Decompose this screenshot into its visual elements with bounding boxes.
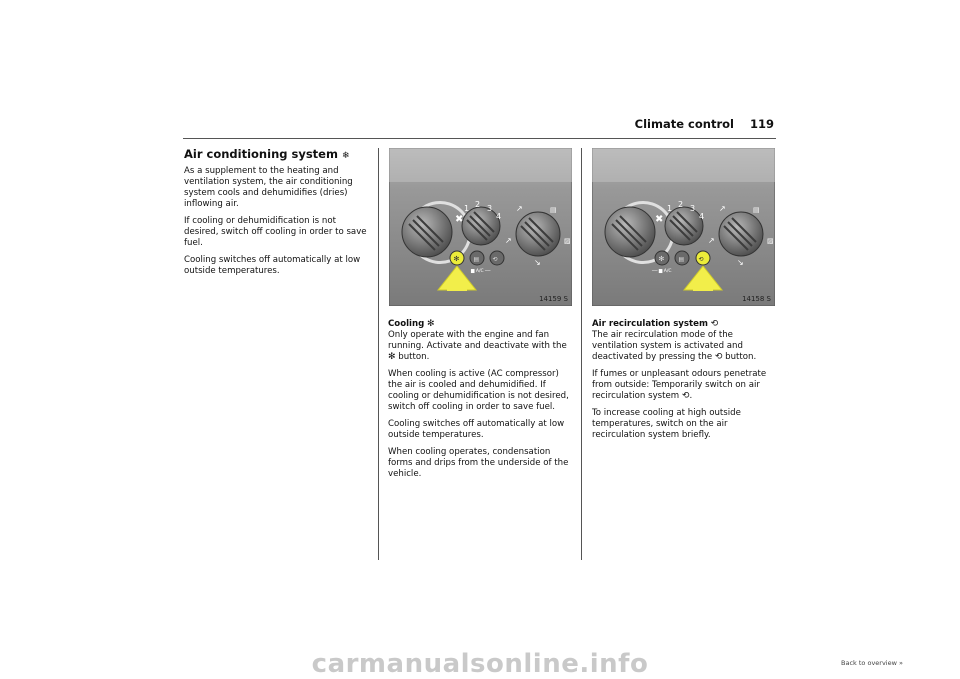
paragraph: Cooling switches off automatically at low outside temperatures. [388, 419, 565, 440]
paragraph: When cooling operates, condensation forms and drips from the underside of the vehicle. [388, 447, 569, 479]
column-1 [184, 148, 372, 283]
paragraph: When cooling is active (AC compressor) the air is cooled and dehumidified. If cooling or dehumidification is not desired, switch off cooling in order to save fuel. [388, 369, 569, 412]
figure-climate-panel-recirculation [592, 148, 775, 306]
paragraph: If cooling or dehumidification is not desired, switch off cooling in order to save fuel. [184, 216, 367, 248]
column-divider-1 [378, 148, 379, 560]
paragraph: To increase cooling at high outside temperatures, switch on the air recirculation system briefly. [592, 408, 741, 440]
svg-text:✻: ✻ [658, 255, 665, 263]
figure-climate-panel-cooling [389, 148, 572, 306]
climate-panel-illustration [389, 148, 572, 306]
column-2 [388, 319, 574, 486]
heading-text: Air conditioning system [184, 147, 338, 161]
cooling-icon: ✻ [427, 319, 435, 329]
paragraph-text: button. [398, 352, 430, 362]
dial-number: 3 [690, 204, 696, 213]
section-heading [184, 148, 372, 163]
climate-panel-illustration [592, 148, 775, 306]
svg-text:↗: ↗ [708, 236, 715, 245]
dial-number: 4 [699, 212, 705, 221]
dial-number: 2 [475, 200, 481, 209]
svg-text:↗: ↗ [505, 236, 512, 245]
paragraph-text: If fumes or unpleasant odours penetrate from outside: Temporarily switch on air recirculation system [592, 369, 767, 401]
svg-text:↘: ↘ [534, 258, 541, 267]
dial-number: 1 [464, 204, 470, 213]
svg-text:▤: ▤ [550, 206, 557, 214]
paragraph [592, 369, 778, 402]
paragraph-text: The air recirculation mode of the ventilation system is activated and deactivated by pressing the [592, 330, 743, 362]
svg-text:⟲: ⟲ [492, 256, 498, 263]
dial-number: 1 [667, 204, 673, 213]
subheading-text: Cooling [388, 319, 425, 329]
dial-number: 2 [678, 200, 684, 209]
section-title: Climate control [634, 117, 734, 131]
recirculation-icon: ⟲ [681, 391, 690, 401]
paragraph [592, 330, 778, 363]
paragraph: As a supplement to the heating and ventilation system, the air conditioning system cools and dehumidifies (dries) inflowing air. [184, 166, 353, 209]
column-divider-2 [581, 148, 582, 560]
page-number: 119 [749, 117, 774, 131]
recirculation-icon: ⟲ [710, 319, 719, 329]
figure-label: 14159 S [539, 295, 568, 303]
chevron-right-icon: » [899, 659, 903, 667]
paragraph-text: Only operate with the engine and fan running. Activate and deactivate with the [388, 330, 567, 351]
paragraph: Cooling switches off automatically at low outside temperatures. [184, 255, 361, 276]
svg-text:↘: ↘ [737, 258, 744, 267]
subheading-text: Air recirculation system [592, 319, 708, 329]
dial-number: 4 [496, 212, 502, 221]
svg-text:▤: ▤ [678, 256, 685, 263]
cooling-icon: ✻ [388, 352, 396, 362]
paragraph [388, 330, 574, 363]
figure-label: 14158 S [742, 295, 771, 303]
svg-text:✻: ✻ [453, 255, 460, 263]
watermark: carmanualsonline.info [311, 649, 649, 679]
svg-text:── ▆ A/C: ── ▆ A/C [652, 269, 672, 274]
paragraph-text: button. [725, 352, 757, 362]
page-header [635, 117, 774, 131]
svg-text:✖: ✖ [655, 214, 664, 225]
svg-text:▤: ▤ [473, 256, 480, 263]
svg-text:✖: ✖ [455, 214, 464, 225]
svg-text:▆ A/C ──: ▆ A/C ── [471, 269, 491, 274]
svg-text:▤: ▤ [753, 206, 760, 214]
recirculation-subheading [592, 319, 778, 330]
cooling-subheading [388, 319, 574, 330]
dial-number: 3 [487, 204, 493, 213]
header-rule [183, 138, 776, 139]
snowflake-icon: ❄ [341, 151, 350, 161]
svg-text:↗: ↗ [516, 204, 523, 213]
column-3 [592, 319, 778, 447]
svg-text:⟲: ⟲ [698, 256, 704, 263]
svg-text:↗: ↗ [719, 204, 726, 213]
recirculation-icon: ⟲ [714, 352, 723, 362]
svg-text:▨: ▨ [767, 237, 774, 245]
svg-text:▨: ▨ [564, 237, 571, 245]
paragraph-text: . [689, 391, 693, 401]
back-link-text: Back to overview [841, 659, 897, 667]
